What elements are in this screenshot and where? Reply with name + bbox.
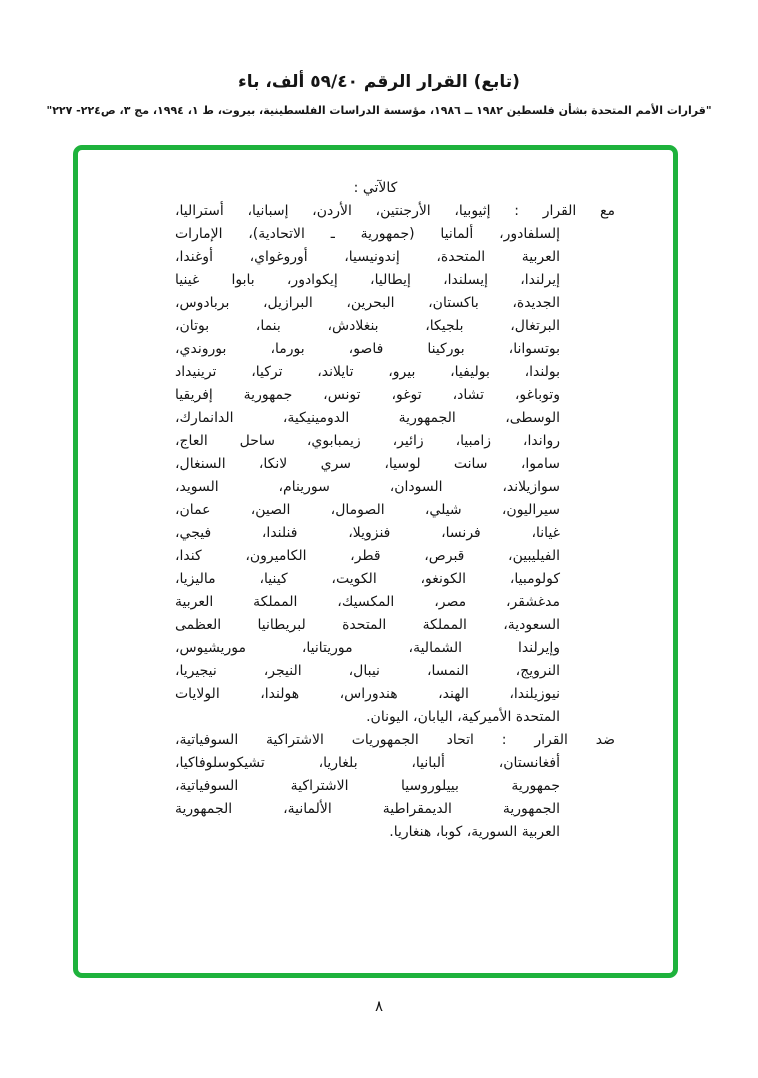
text-line: بوتسوانا، بوركينا فاصو، بورما، بوروندي، — [175, 341, 560, 357]
text-line: السعودية، المملكة المتحدة لبريطانيا العظمى — [175, 617, 560, 633]
text-line: جمهورية بييلوروسيا الاشتراكية السوفياتية، — [175, 778, 560, 794]
text-line — [175, 200, 615, 223]
text-line: مدغشقر، مصر، المكسيك، المملكة العربية — [175, 594, 560, 610]
text-line — [175, 729, 615, 752]
text-line: العربية السورية، كوبا، هنغاريا. — [389, 824, 560, 840]
text-line: وتوباغو، تشاد، توغو، تونس، جمهورية إفريقيا — [175, 387, 560, 403]
text-line: سيراليون، شيلي، الصومال، الصين، عمان، — [175, 502, 560, 518]
text-line: البرتغال، بلجيكا، بنغلادش، بنما، بوتان، — [175, 318, 560, 334]
vote-with-section — [175, 200, 615, 729]
text-line: نيوزيلندا، الهند، هندوراس، هولندا، الولايات — [175, 686, 560, 702]
text-line: الجديدة، باكستان، البحرين، البرازيل، بربادوس، — [175, 295, 560, 311]
resolution-vote-text — [78, 150, 673, 844]
text-line: إلسلفادور، ألمانيا (جمهورية ـ الاتحادية)، الإمارات — [175, 226, 560, 242]
text-line: سوازيلاند، السودان، سورينام، السويد، — [175, 479, 560, 495]
text-line: غيانا، فرنسا، فنزويلا، فنلندا، فيجي، — [175, 525, 560, 541]
text-line: الوسطى، الجمهورية الدومينيكية، الدانمارك، — [175, 410, 560, 426]
text-line: الفيليبين، قبرص، قطر، الكاميرون، كندا، — [175, 548, 560, 564]
text-line: الجمهورية الديمقراطية الألمانية، الجمهورية — [175, 801, 560, 817]
source-citation: "قرارات الأمم المتحدة بشأن فلسطين ١٩٨٢ ــ ١٩٨٦، مؤسسة الدراسات الفلسطينية، بيروت، ط ١، ١٩٩٤، مج ٣، ص٢٢٤- ٢٢٧" — [46, 104, 712, 117]
page-number: ٨ — [374, 997, 384, 1015]
text-line-content: اتحاد الجمهوريات الاشتراكية السوفياتية، — [175, 732, 474, 748]
text-line: إيرلندا، إيسلندا، إيطاليا، إيكوادور، بابوا غينيا — [175, 272, 560, 288]
page-title: (تابع) القرار الرقم ٥٩/٤٠ ألف، باء — [238, 72, 520, 92]
text-line: بولندا، بوليفيا، بيرو، تايلاند، تركيا، ترينيداد — [175, 364, 560, 380]
text-line: أفغانستان، ألبانيا، بلغاريا، تشيكوسلوفاكيا، — [175, 755, 560, 771]
text-line: العربية المتحدة، إندونيسيا، أوروغواي، أوغندا، — [175, 249, 560, 265]
text-line: المتحدة الأميركية، اليابان، اليونان. — [366, 709, 560, 725]
vote-against-section — [175, 729, 615, 844]
highlight-box — [73, 145, 678, 978]
vote-against-label: ضد القرار : — [501, 732, 616, 748]
text-line: ساموا، سانت لوسيا، سري لانكا، السنغال، — [175, 456, 560, 472]
text-line: وإيرلندا الشمالية، موريتانيا، موريشيوس، — [175, 640, 560, 656]
text-line: رواندا، زامبيا، زائير، زيمبابوي، ساحل العاج، — [175, 433, 560, 449]
text-line: كولومبيا، الكونغو، الكويت، كينيا، ماليزيا، — [175, 571, 560, 587]
text-line-content: إثيوبيا، الأرجنتين، الأردن، إسبانيا، أستراليا، — [175, 203, 491, 219]
intro-line: كالآتي : — [353, 180, 398, 196]
vote-with-label: مع القرار : — [514, 203, 615, 219]
text-line: النرويج، النمسا، نيبال، النيجر، نيجيريا، — [175, 663, 560, 679]
